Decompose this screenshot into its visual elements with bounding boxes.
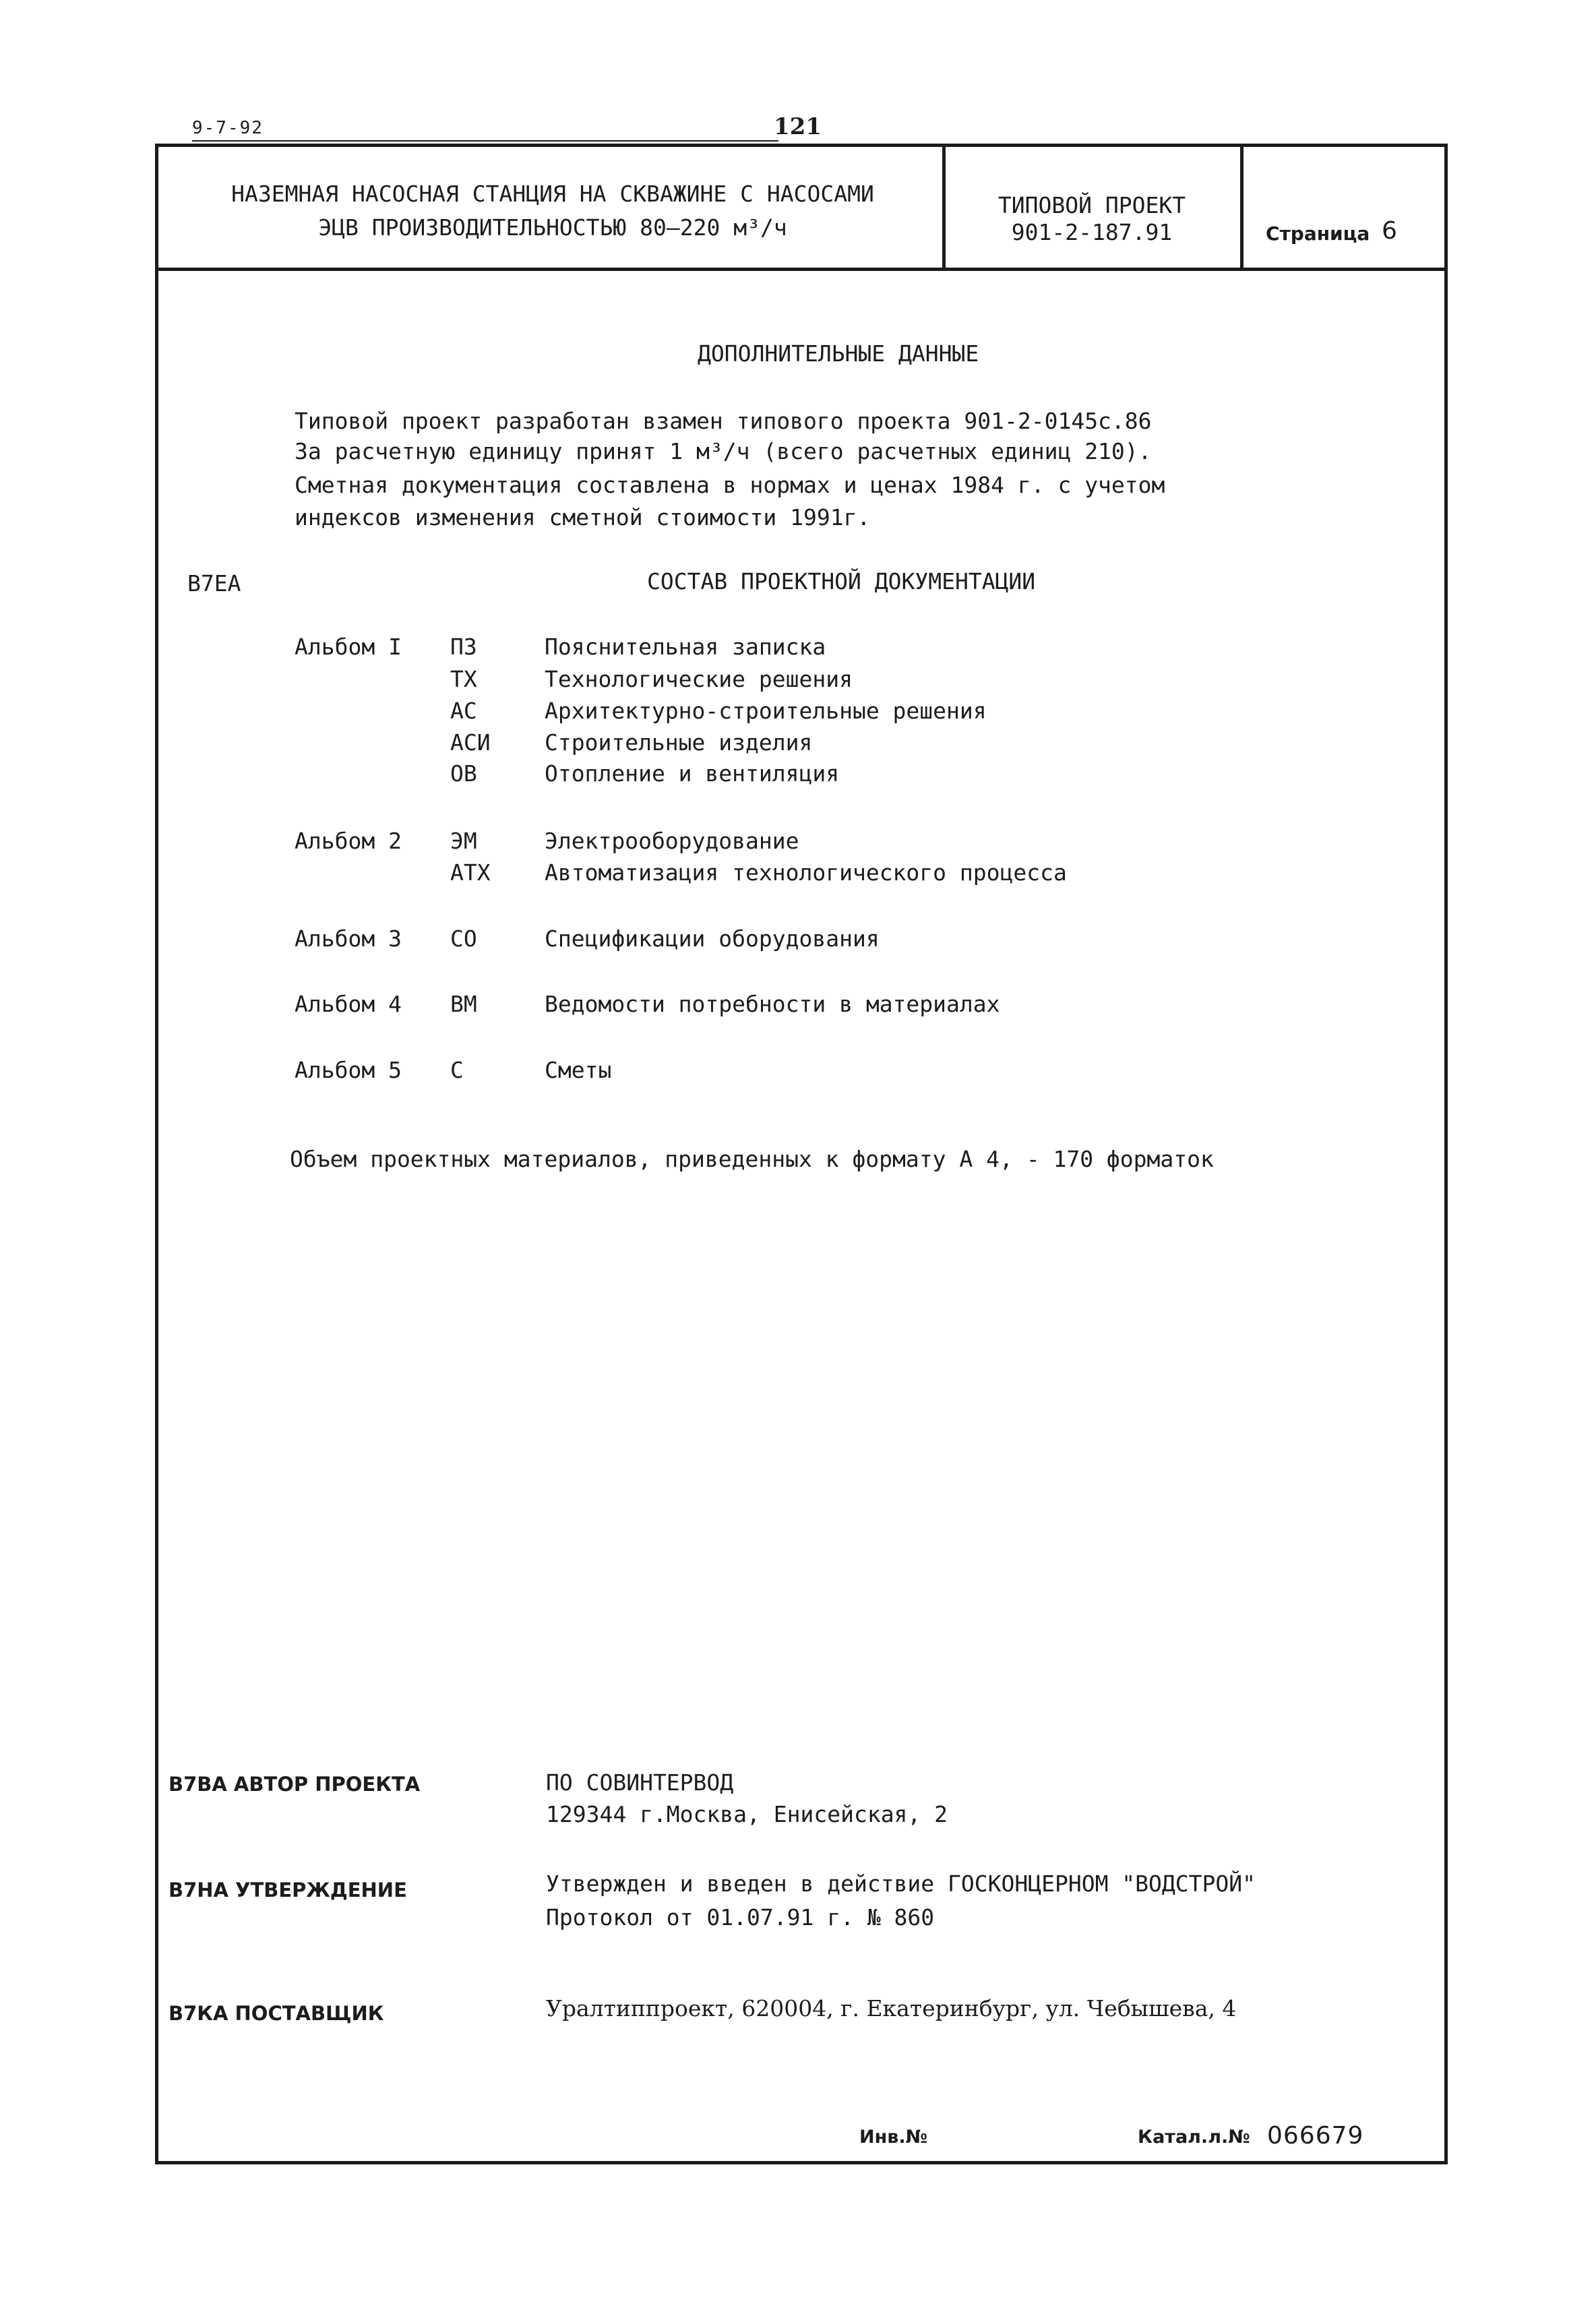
- section-title-additional: ДОПОЛНИТЕЛЬНЫЕ ДАННЫЕ: [698, 340, 979, 367]
- author-label: В7ВА АВТОР ПРОЕКТА: [168, 1773, 421, 1796]
- doc-section-description: Архитектурно-строительные решения: [545, 698, 987, 724]
- doc-section-code: ПЗ: [450, 634, 477, 660]
- header-page-value: 6: [1382, 217, 1397, 245]
- doc-section-code: АС: [450, 698, 477, 724]
- header-title-line-2: ЭЦВ ПРОИЗВОДИТЕЛЬНОСТЬЮ 80–220 м³/ч: [318, 214, 787, 241]
- header-project-number: 901-2-187.91: [1011, 219, 1173, 245]
- approval-text: Утвержден и введен в действие ГОСКОНЦЕРНОМ "ВОДСТРОЙ": [546, 1870, 1256, 1897]
- supplier-label: В7КА ПОСТАВЩИК: [168, 2002, 384, 2025]
- header-title-line-1: НАЗЕМНАЯ НАСОСНАЯ СТАНЦИЯ НА СКВАЖИНЕ С НАСОСАМИ: [231, 181, 874, 207]
- approval-protocol: Протокол от 01.07.91 г. № 860: [546, 1904, 935, 1930]
- doc-section-code: СО: [450, 925, 477, 952]
- volume-statement: Объем проектных материалов, приведенных к формату А 4, - 170 форматок: [290, 1146, 1214, 1172]
- section-code: В7ЕА: [187, 570, 241, 597]
- section-title-composition: СОСТАВ ПРОЕКТНОЙ ДОКУМЕНТАЦИИ: [647, 568, 1036, 595]
- header-column-divider: [942, 144, 946, 270]
- supplier-text: Уралтиппроект, 620004, г. Екатеринбург, ул. Чебышева, 4: [546, 1995, 1237, 2021]
- doc-section-description: Электрооборудование: [545, 828, 799, 854]
- paragraph-line: За расчетную единицу принят 1 м³/ч (всего расчетных единиц 210).: [295, 438, 1152, 464]
- paragraph-line: Сметная документация составлена в нормах и ценах 1984 г. с учетом: [295, 472, 1165, 498]
- doc-section-code: С: [450, 1057, 464, 1083]
- doc-section-description: Автоматизация технологического процесса: [545, 859, 1067, 886]
- doc-section-description: Спецификации оборудования: [545, 925, 880, 952]
- catalog-number: 066679: [1267, 2122, 1364, 2150]
- doc-section-code: АСИ: [450, 729, 491, 756]
- doc-section-description: Сметы: [545, 1057, 612, 1083]
- doc-section-code: ВМ: [450, 991, 477, 1017]
- doc-section-description: Технологические решения: [545, 666, 853, 692]
- header-project-label: ТИПОВОЙ ПРОЕКТ: [998, 192, 1186, 218]
- album-label: Альбом 2: [295, 828, 402, 854]
- album-label: Альбом 5: [295, 1057, 402, 1083]
- doc-section-code: ЭМ: [450, 828, 477, 854]
- header-column-divider: [1240, 144, 1244, 270]
- doc-section-description: Пояснительная записка: [545, 634, 826, 660]
- approval-label: В7НА УТВЕРЖДЕНИЕ: [168, 1879, 407, 1902]
- paragraph-line: индексов изменения сметной стоимости 1991г.: [295, 504, 871, 530]
- album-label: Альбом 3: [295, 925, 402, 952]
- author-organization: ПО СОВИНТЕРВОД: [546, 1769, 734, 1796]
- paragraph-line: Типовой проект разработан взамен типового проекта 901-2-0145с.86: [295, 408, 1152, 434]
- header-divider: [155, 268, 1448, 271]
- page-number: 121: [774, 113, 822, 140]
- album-label: Альбом 4: [295, 991, 402, 1017]
- author-address: 129344 г.Москва, Енисейская, 2: [546, 1801, 948, 1827]
- doc-section-code: ТХ: [450, 666, 477, 692]
- document-code: 9-7-92: [192, 118, 264, 138]
- inventory-number-label: Инв.№: [859, 2127, 928, 2148]
- doc-section-description: Отопление и вентиляция: [545, 760, 840, 787]
- album-label: Альбом I: [295, 634, 402, 660]
- doc-section-description: Строительные изделия: [545, 729, 813, 756]
- doc-section-code: ОВ: [450, 760, 477, 787]
- top-rule-divider: [192, 140, 778, 142]
- doc-section-code: АТХ: [450, 859, 491, 886]
- header-page-label: Страница: [1266, 222, 1370, 245]
- catalog-sheet-label: Катал.л.№: [1138, 2127, 1250, 2148]
- doc-section-description: Ведомости потребности в материалах: [545, 991, 1000, 1017]
